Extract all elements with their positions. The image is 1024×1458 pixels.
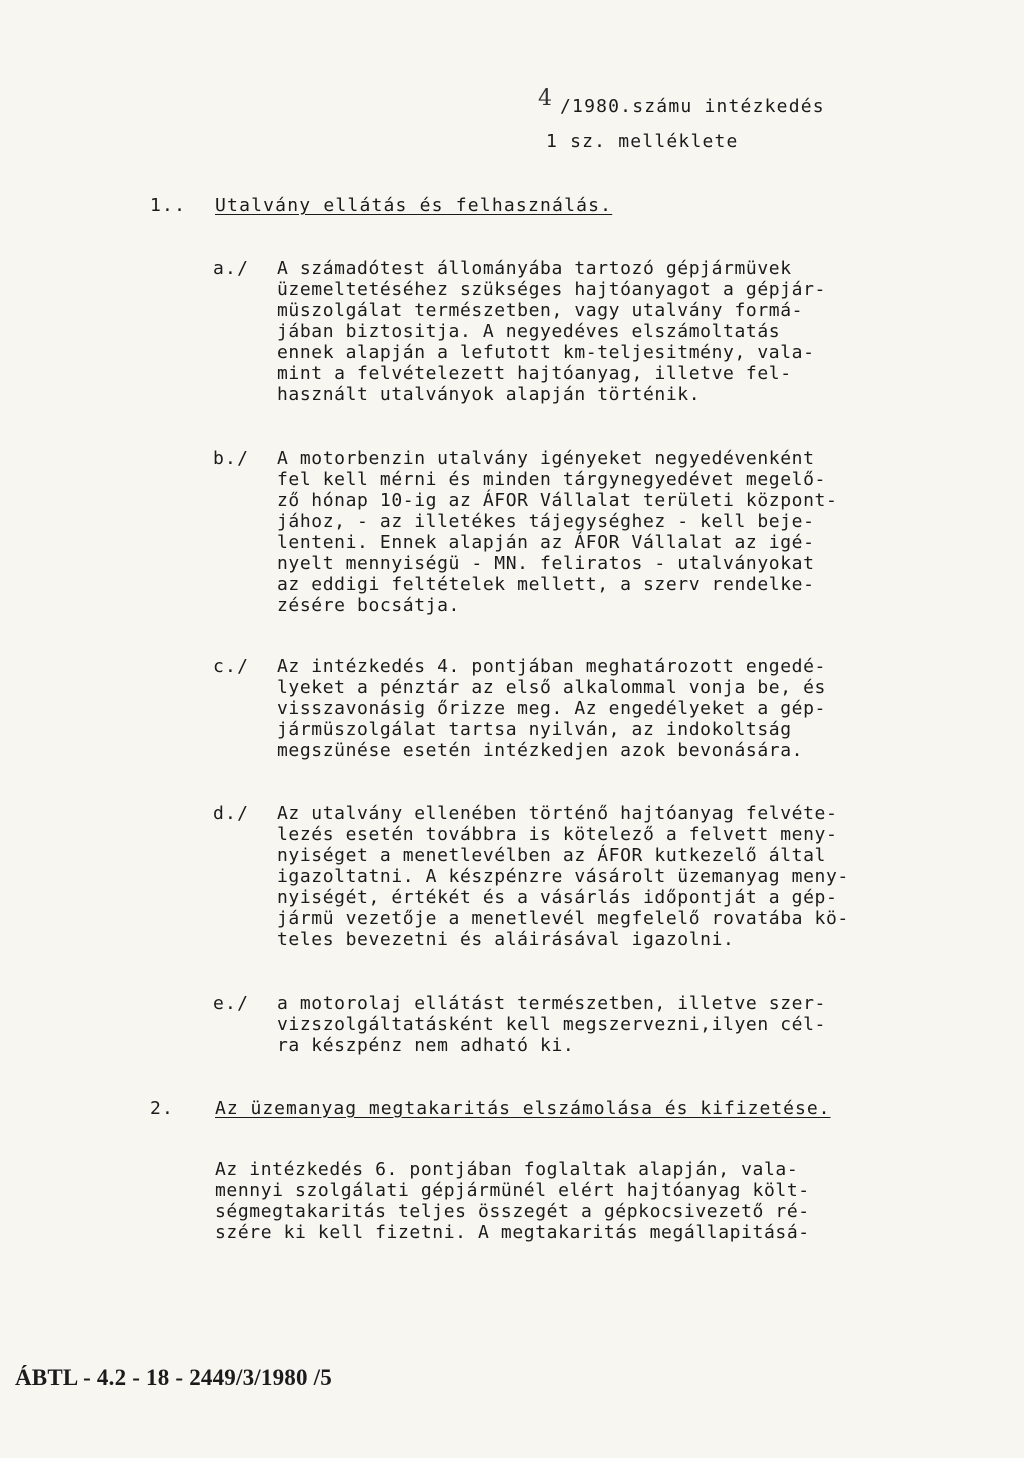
section-2-title: Az üzemanyag megtakaritás elszámolása és kifizetése. — [215, 1098, 831, 1119]
text-line: jármüszolgálat tartsa nyilván, az indokoltság — [277, 719, 792, 740]
text-line: A motorbenzin utalvány igényeket negyedévenként — [277, 448, 815, 469]
text-line: nyiségét, értékét és a vásárlás időpontját a gép- — [277, 887, 838, 908]
handwritten-number: 4 — [538, 86, 552, 111]
section-2-number: 2. — [150, 1098, 175, 1119]
text-line: a motorolaj ellátást természetben, illetve szer- — [277, 993, 826, 1014]
text-line: üzemeltetéséhez szükséges hajtóanyagot a gépjár- — [277, 279, 826, 300]
item-b-label: b./ — [213, 448, 250, 469]
item-c-label: c./ — [213, 656, 250, 677]
archive-reference: ÁBTL - 4.2 - 18 - 2449/3/1980 /5 — [15, 1365, 332, 1390]
text-line: fel kell mérni és minden tárgynegyedévet megelő- — [277, 469, 826, 490]
text-line: Az intézkedés 4. pontjában meghatározott engedé- — [277, 656, 826, 677]
text-line: nyiséget a menetlevélben az ÁFOR kutkezelő által — [277, 845, 826, 866]
text-line: vizszolgáltatásként kell megszervezni,ilyen cél- — [277, 1014, 826, 1035]
text-line: jához, - az illetékes tájegységhez - kell beje- — [277, 511, 815, 532]
text-line: lyeket a pénztár az első alkalommal vonja be, és — [277, 677, 826, 698]
text-line: visszavonásig őrizze meg. Az engedélyeket a gép- — [277, 698, 826, 719]
text-line: jában biztositja. A negyedéves elszámoltatás — [277, 321, 781, 342]
text-line: szére ki kell fizetni. A megtakaritás megállapitásá- — [215, 1222, 810, 1243]
text-line: az eddigi feltételek mellett, a szerv rendelke- — [277, 574, 815, 595]
text-line: megszünése esetén intézkedjen azok bevonására. — [277, 740, 804, 761]
text-line: A számadótest állományába tartozó gépjármüvek — [277, 258, 792, 279]
text-line: Az intézkedés 6. pontjában foglaltak alapján, vala- — [215, 1159, 799, 1180]
text-line: ző hónap 10-ig az ÁFOR Vállalat területi központ- — [277, 490, 838, 511]
text-line: Az utalvány ellenében történő hajtóanyag felvéte- — [277, 803, 838, 824]
text-line: használt utalványok alapján történik. — [277, 384, 701, 405]
item-e-label: e./ — [213, 993, 250, 1014]
text-line: ra készpénz nem adható ki. — [277, 1035, 575, 1056]
text-line: mennyi szolgálati gépjármünél elért hajtóanyag költ- — [215, 1180, 810, 1201]
text-line: mint a felvételezett hajtóanyag, illetve fel- — [277, 363, 792, 384]
text-line: lenteni. Ennek alapján az ÁFOR Vállalat az igé- — [277, 532, 815, 553]
text-line: nyelt mennyiségü - MN. feliratos - utalványokat — [277, 553, 815, 574]
item-a-label: a./ — [213, 258, 250, 279]
text-line: ségmegtakaritás teljes összegét a gépkocsivezető ré- — [215, 1201, 810, 1222]
text-line: teles bevezetni és aláirásával igazolni. — [277, 929, 735, 950]
text-line: jármü vezetője a menetlevél megfelelő rovatába kö- — [277, 908, 849, 929]
text-line: zésére bocsátja. — [277, 595, 460, 616]
text-line: igazoltatni. A készpénzre vásárolt üzemanyag meny- — [277, 866, 849, 887]
text-line: müszolgálat természetben, vagy utalvány formá- — [277, 300, 804, 321]
header-line-2: 1 sz. melléklete — [546, 131, 739, 152]
section-1-number: 1.. — [150, 195, 187, 216]
header-line-1: /1980.számu intézkedés — [560, 96, 825, 117]
section-1-title: Utalvány ellátás és felhasználás. — [215, 195, 613, 216]
item-d-label: d./ — [213, 803, 250, 824]
text-line: ennek alapján a lefutott km-teljesitmény, vala- — [277, 342, 815, 363]
text-line: lezés esetén továbbra is kötelező a felvett meny- — [277, 824, 838, 845]
